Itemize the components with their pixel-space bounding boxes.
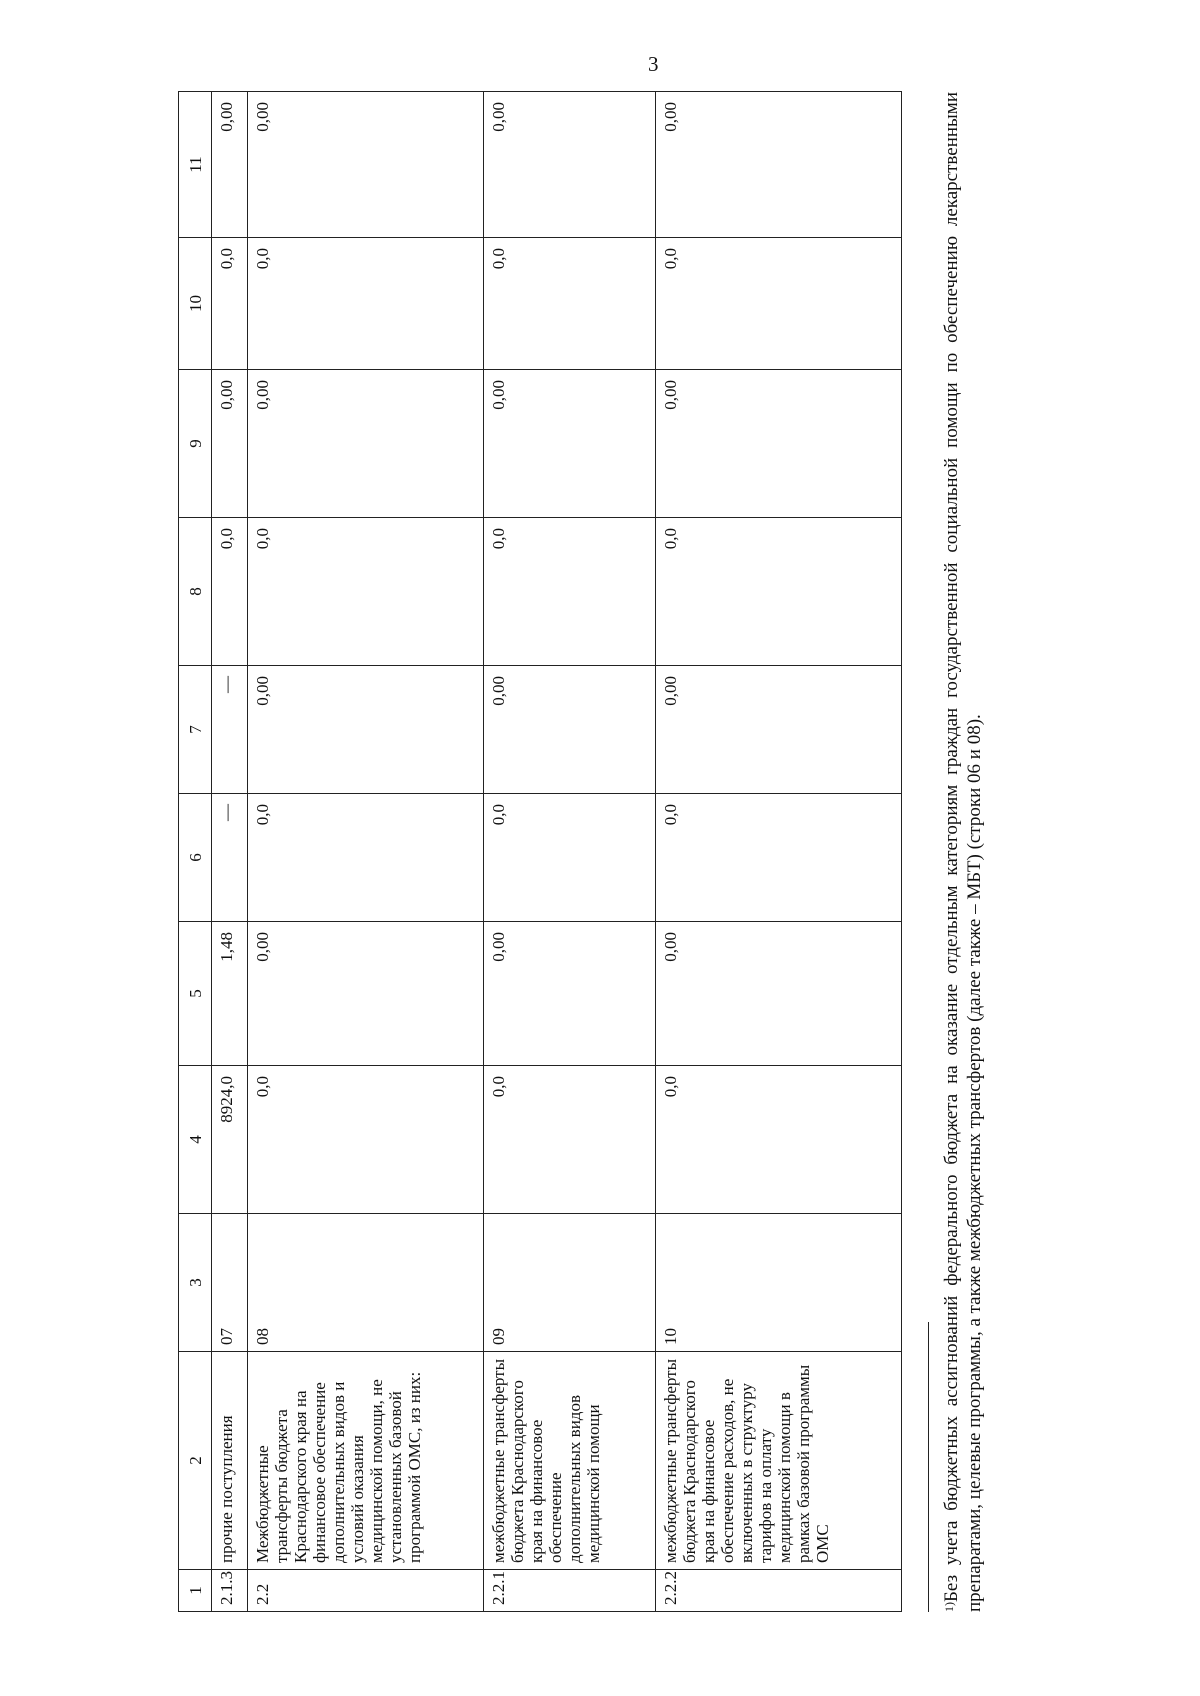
cell-c6: 0,0: [656, 794, 902, 922]
cell-c5: 0,00: [656, 922, 902, 1066]
cell-c4: 0,0: [248, 1066, 484, 1214]
cell-c11: 0,00: [656, 92, 902, 238]
row-id: 2.1.3: [212, 1570, 248, 1612]
rotated-content: [178, 92, 1038, 1612]
cell-c8: 0,0: [484, 518, 656, 666]
cell-c7: 0,00: [656, 666, 902, 794]
row-code: 07: [212, 1214, 248, 1352]
header-cell: 8: [179, 518, 212, 666]
cell-c10: 0,0: [212, 238, 248, 370]
header-cell: 11: [179, 92, 212, 238]
cell-c6: 0,0: [484, 794, 656, 922]
cell-c5: 1,48: [212, 922, 248, 1066]
row-code: 09: [484, 1214, 656, 1352]
cell-c9: 0,00: [656, 370, 902, 518]
table-row: [656, 92, 902, 1612]
cell-c7: 0,00: [248, 666, 484, 794]
cell-c6: 0,0: [248, 794, 484, 922]
row-code: 10: [656, 1214, 902, 1352]
cell-c11: 0,00: [212, 92, 248, 238]
footnote: [940, 92, 986, 1612]
cell-c4: 0,0: [656, 1066, 902, 1214]
cell-c9: 0,00: [212, 370, 248, 518]
cell-c11: 0,00: [484, 92, 656, 238]
header-cell: 7: [179, 666, 212, 794]
header-cell: 10: [179, 238, 212, 370]
cell-c5: 0,00: [484, 922, 656, 1066]
table-row: [484, 92, 656, 1612]
header-row: [179, 92, 212, 1612]
cell-c4: 8924,0: [212, 1066, 248, 1214]
page-number: 3: [648, 52, 659, 76]
cell-c6: —: [212, 794, 248, 922]
cell-c11: 0,00: [248, 92, 484, 238]
cell-c5: 0,00: [248, 922, 484, 1066]
cell-c9: 0,00: [484, 370, 656, 518]
row-name: межбюджетные трансферты бюджета Краснодарского края на финансовое обеспечение дополнительных видов медицинской помощи: [484, 1352, 656, 1570]
cell-c10: 0,0: [248, 238, 484, 370]
footnote-divider: [928, 1322, 929, 1612]
header-cell: 6: [179, 794, 212, 922]
header-cell: 9: [179, 370, 212, 518]
footnote-marker: 1): [942, 1602, 956, 1612]
row-code: 08: [248, 1214, 484, 1352]
cell-c8: 0,0: [248, 518, 484, 666]
budget-table: [178, 91, 902, 1612]
row-id: 2.2.1: [484, 1570, 656, 1612]
cell-c9: 0,00: [248, 370, 484, 518]
cell-c10: 0,0: [484, 238, 656, 370]
table-row: [212, 92, 248, 1612]
table-row: [248, 92, 484, 1612]
cell-c7: 0,00: [484, 666, 656, 794]
cell-c8: 0,0: [212, 518, 248, 666]
row-name: прочие поступления: [212, 1352, 248, 1570]
cell-c7: —: [212, 666, 248, 794]
header-cell: 3: [179, 1214, 212, 1352]
footnote-text: Без учета бюджетных ассигнований федерального бюджета на оказание отдельным категориям граждан государственной социальной помощи по обеспечению лекарственными препаратами, целевые программы, а также межбюджетных трансфертов (далее также – МБТ) (строки 06 и 08).: [941, 92, 985, 1612]
header-cell: 5: [179, 922, 212, 1066]
row-id: 2.2.2: [656, 1570, 902, 1612]
row-name: Межбюджетные трансферты бюджета Краснодарского края на финансовое обеспечение дополнительных видов и условий оказания медицинской помощи, не установленных базовой программой ОМС, из них:: [248, 1352, 484, 1570]
cell-c4: 0,0: [484, 1066, 656, 1214]
row-id: 2.2: [248, 1570, 484, 1612]
header-cell: 2: [179, 1352, 212, 1570]
row-name: межбюджетные трансферты бюджета Краснодарского края на финансовое обеспечение расходов, не включенных в структуру тарифов на оплату медицинской помощи в рамках базовой программы ОМС: [656, 1352, 902, 1570]
cell-c10: 0,0: [656, 238, 902, 370]
header-cell: 1: [179, 1570, 212, 1612]
header-cell: 4: [179, 1066, 212, 1214]
cell-c8: 0,0: [656, 518, 902, 666]
